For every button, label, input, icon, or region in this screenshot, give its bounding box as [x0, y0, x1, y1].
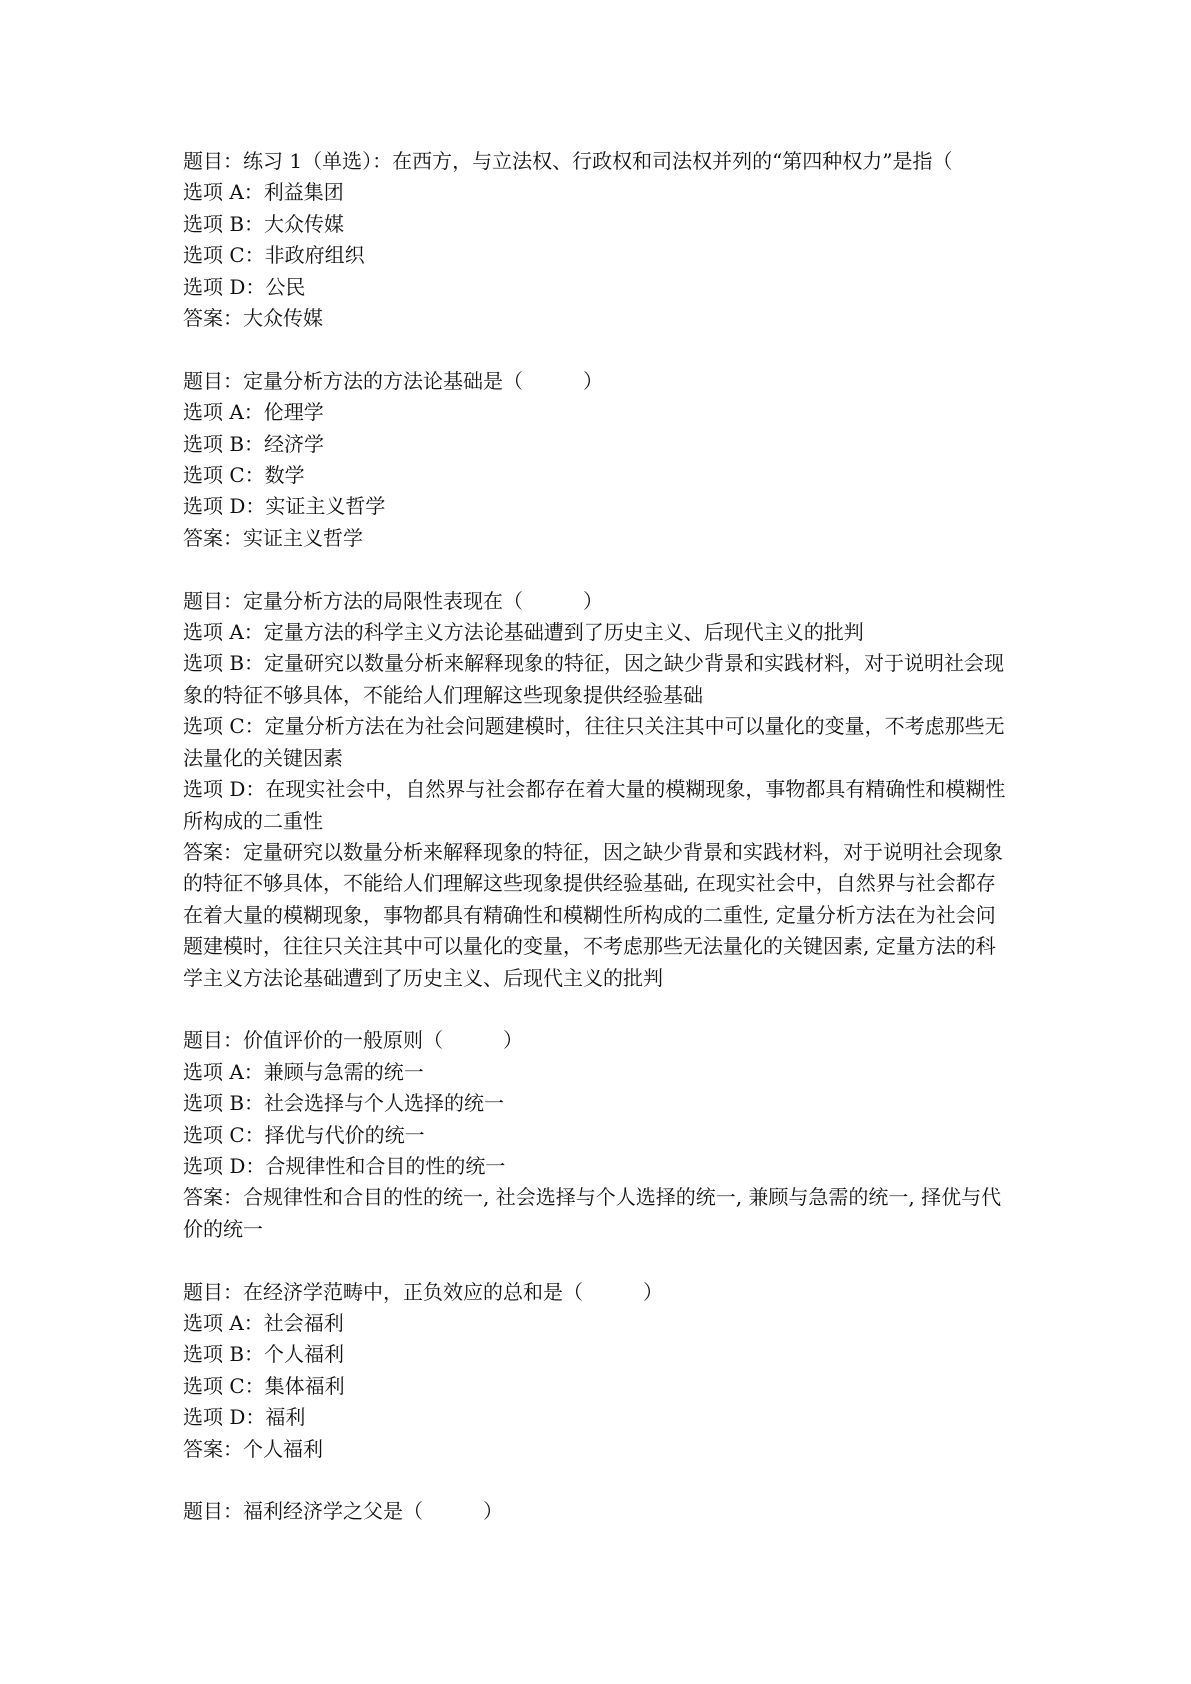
question-title: 题目：福利经济学之父是（ ） — [183, 1499, 503, 1524]
document-page — [183, 146, 1015, 1559]
question-block — [183, 366, 1015, 554]
option-d: 选项 D：在现实社会中，自然界与社会都存在着大量的模糊现象，事物都具有精确性和模糊性所构成的二重性 — [183, 777, 1006, 833]
answer: 答案：合规律性和合目的性的统一, 社会选择与个人选择的统一, 兼顾与急需的统一, 择优与代价的统一 — [183, 1185, 1002, 1241]
question-title: 题目：定量分析方法的局限性表现在（ ） — [183, 588, 603, 613]
answer: 答案：大众传媒 — [183, 306, 323, 331]
option-a: 选项 A：伦理学 — [183, 400, 324, 425]
option-a: 选项 A：利益集团 — [183, 180, 344, 205]
answer: 答案：定量研究以数量分析来解释现象的特征，因之缺少背景和实践材料，对于说明社会现象的特征不够具体，不能给人们理解这些现象提供经验基础, 在现实社会中，自然界与社会都存在着大量的模糊现象，事物都具有精确性和模糊性所构成的二重性, 定量分析方法在为社会问题建模时，往往只关注其中可以量化的变量，不考虑那些无法量化的关键因素, 定量方法的科学主义方法论基础遭到了历史主义、后现代主义的批判 — [183, 839, 1003, 990]
answer: 答案：实证主义哲学 — [183, 525, 363, 550]
option-c: 选项 C：非政府组织 — [183, 243, 365, 268]
question-block — [183, 1025, 1015, 1245]
question-block — [183, 146, 1015, 334]
question-block — [183, 586, 1015, 994]
option-b: 选项 B：个人福利 — [183, 1342, 345, 1367]
option-c: 选项 C：定量分析方法在为社会问题建模时，往往只关注其中可以量化的变量，不考虑那些无法量化的关键因素 — [183, 714, 1005, 770]
question-title: 题目：价值评价的一般原则（ ） — [183, 1028, 523, 1053]
option-c: 选项 C：数学 — [183, 463, 305, 488]
option-a: 选项 A：社会福利 — [183, 1310, 344, 1335]
question-title: 题目：定量分析方法的方法论基础是（ ） — [183, 368, 603, 393]
question-title: 题目：在经济学范畴中，正负效应的总和是（ ） — [183, 1279, 663, 1304]
option-d: 选项 D：公民 — [183, 274, 306, 299]
question-block — [183, 1277, 1015, 1465]
question-block — [183, 1496, 1015, 1527]
option-b: 选项 B：大众传媒 — [183, 211, 345, 236]
option-b: 选项 B：经济学 — [183, 431, 325, 456]
option-a: 选项 A：兼顾与急需的统一 — [183, 1059, 424, 1084]
option-b: 选项 B：社会选择与个人选择的统一 — [183, 1091, 505, 1116]
option-c: 选项 C：择优与代价的统一 — [183, 1122, 425, 1147]
answer: 答案：个人福利 — [183, 1436, 323, 1461]
option-d: 选项 D：实证主义哲学 — [183, 494, 386, 519]
option-d: 选项 D：福利 — [183, 1405, 306, 1430]
option-b: 选项 B：定量研究以数量分析来解释现象的特征，因之缺少背景和实践材料，对于说明社会现象的特征不够具体，不能给人们理解这些现象提供经验基础 — [183, 651, 1005, 707]
option-c: 选项 C：集体福利 — [183, 1373, 345, 1398]
option-d: 选项 D：合规律性和合目的性的统一 — [183, 1153, 506, 1178]
option-a: 选项 A：定量方法的科学主义方法论基础遭到了历史主义、后现代主义的批判 — [183, 620, 864, 645]
question-title: 题目：练习 1（单选）：在西方，与立法权、行政权和司法权并列的“第四种权力”是指（ — [183, 149, 953, 173]
